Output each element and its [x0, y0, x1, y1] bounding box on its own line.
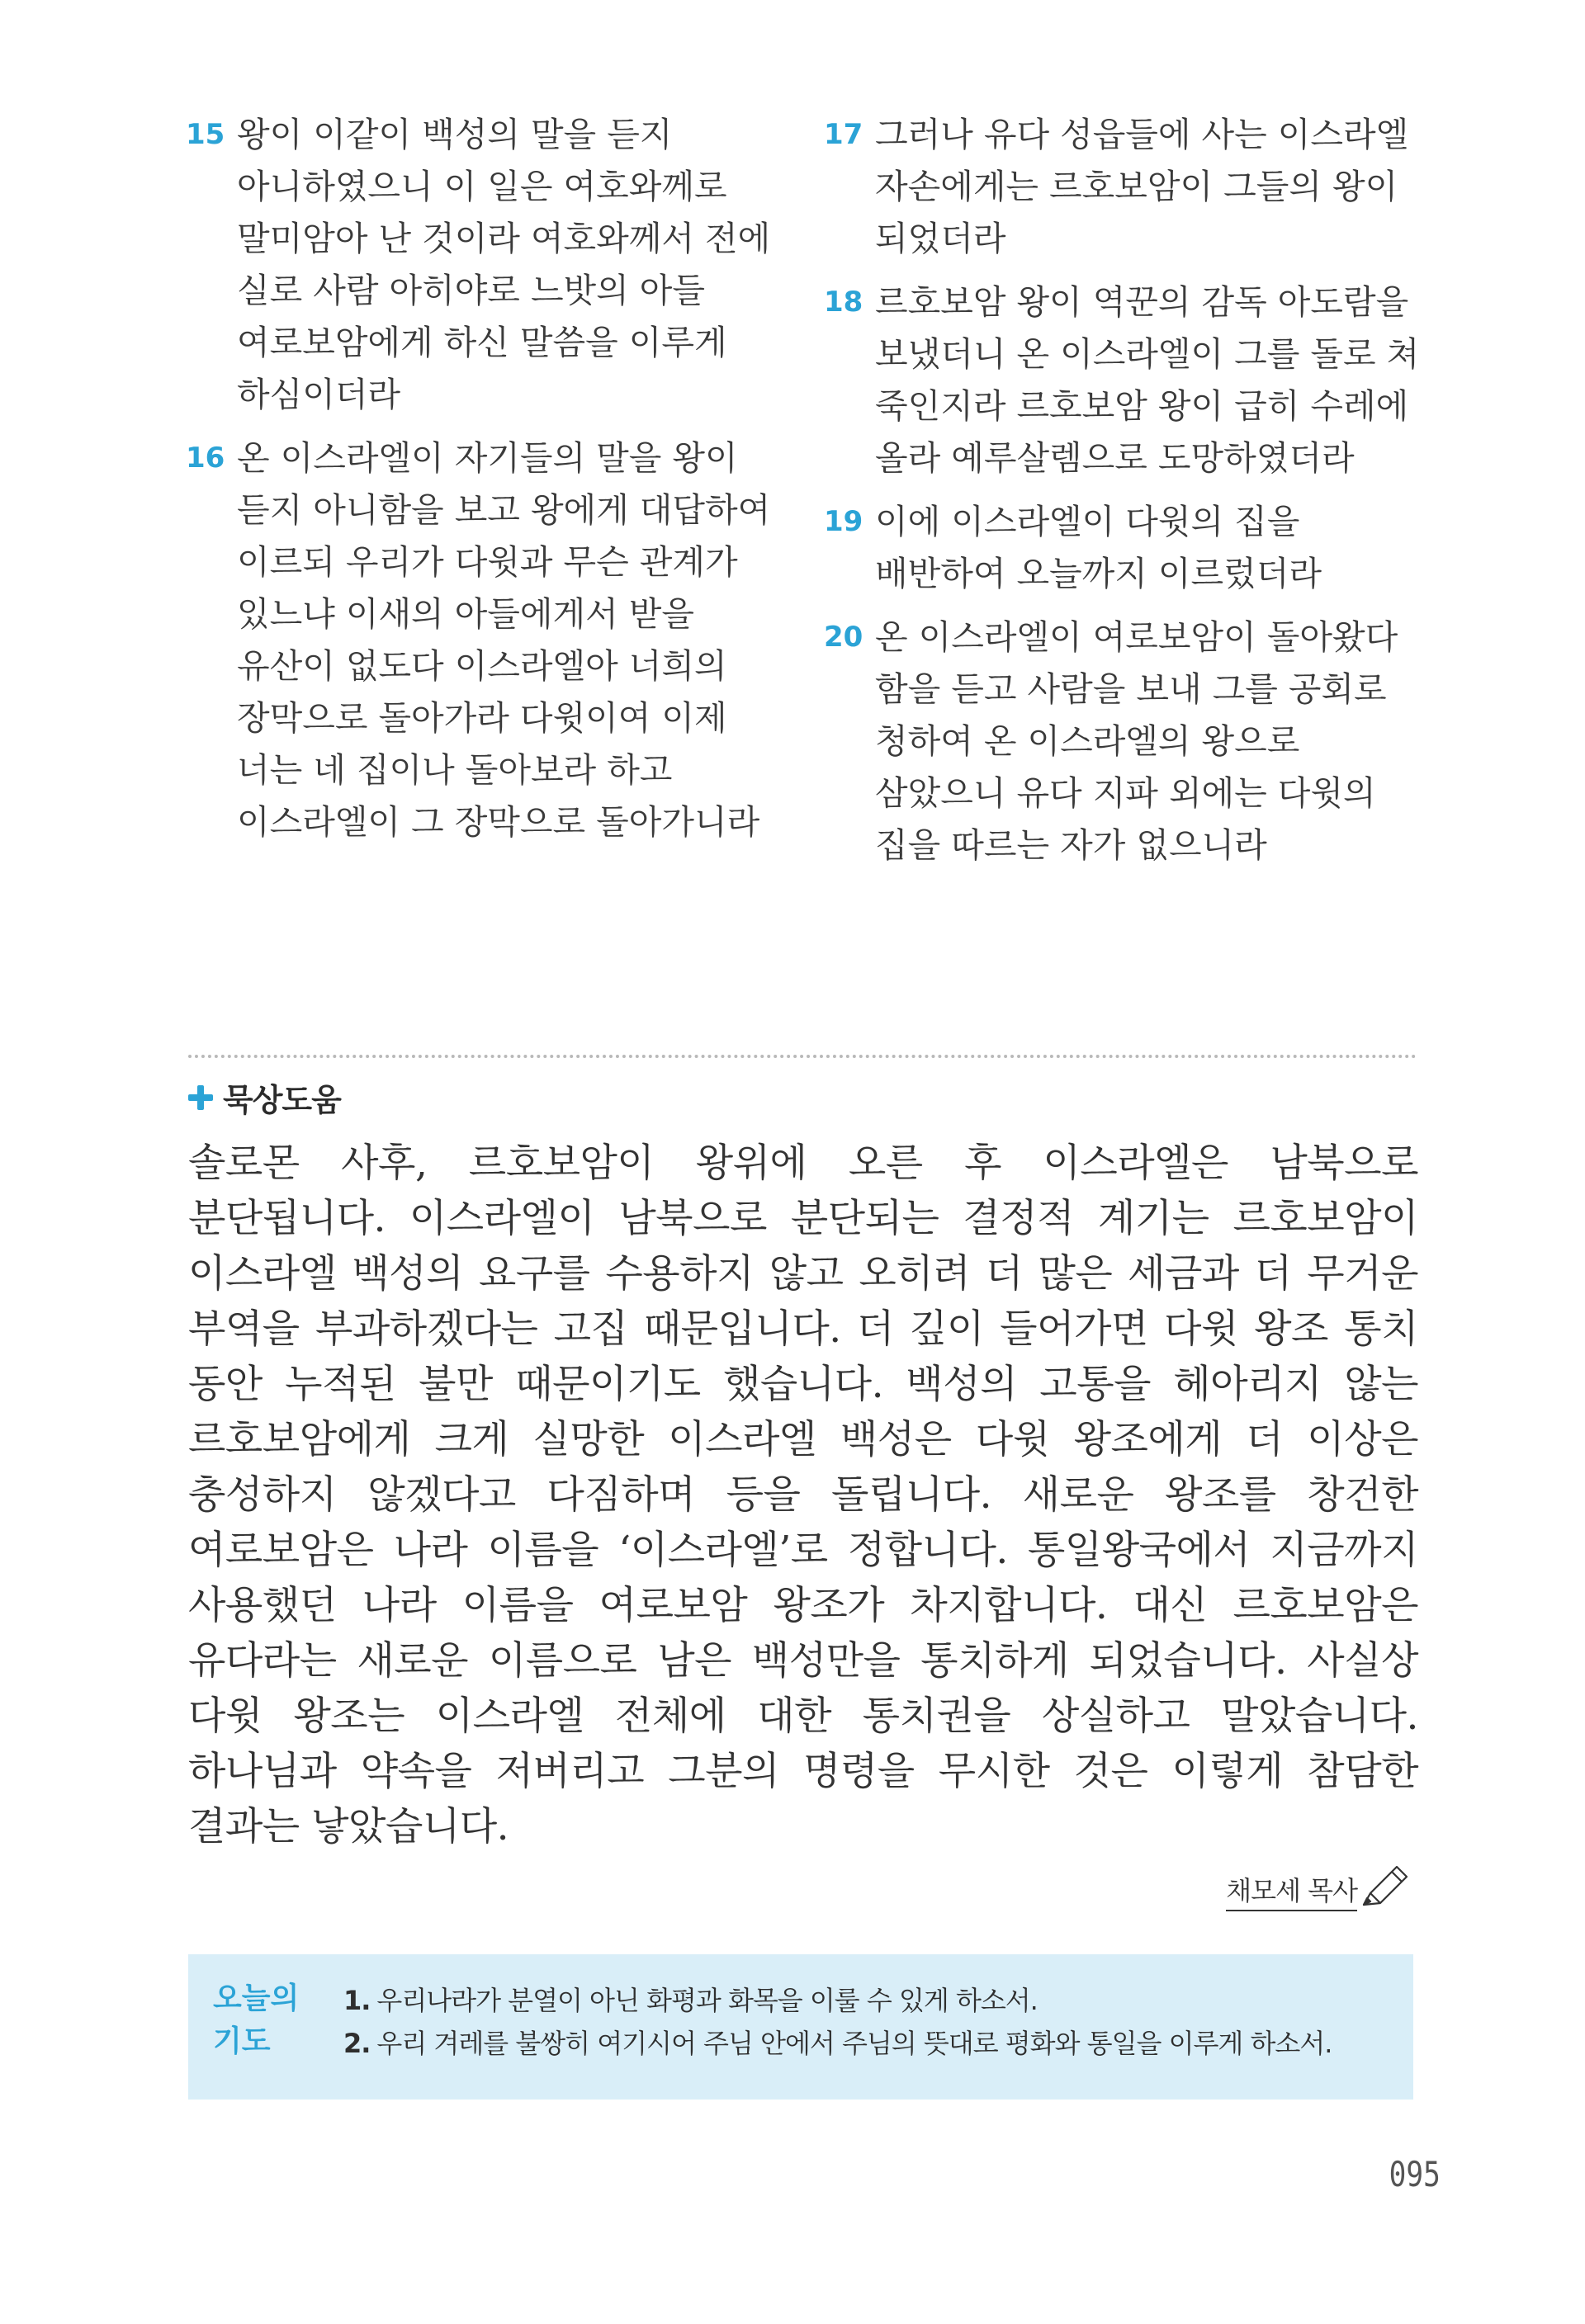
plus-icon	[188, 1085, 213, 1110]
verse-text: 이에 이스라엘이 다윗의 집을 배반하여 오늘까지 이르렀더라	[875, 502, 1322, 593]
verse-number: 17	[824, 118, 863, 151]
pencil-icon	[1359, 1862, 1412, 1911]
verse-text: 르호보암 왕이 역꾼의 감독 아도람을 보냈더니 온 이스라엘이 그를 돌로 쳐 죽인지라 르호보암 왕이 급히 수레에 올라 예루살렘으로 도망하였더라	[875, 282, 1420, 478]
prayer-item-number: 1.	[343, 1985, 371, 2016]
prayer-box	[188, 1954, 1413, 2100]
prayer-item	[343, 1979, 1332, 2022]
meditation-body: 솔로몬 사후, 르호보암이 왕위에 오른 후 이스라엘은 남북으로 분단됩니다. 이스라엘이 남북으로 분단되는 결정적 계기는 르호보암이 이스라엘 백성의 요구를 수용하지 않고 오히려 더 많은 세금과 더 무거운 부역을 부과하겠다는 고집 때문입니다. 더 깊이 들어가면 다윗 왕조 통치 동안 누적된 불만 때문이기도 했습니다. 백성의 고통을 헤아리지 않는 르호보암에게 크게 실망한 이스라엘 백성은 다윗 왕조에게 더 이상은 충성하지 않겠다고 다짐하며 등을 돌립니다. 새로운 왕조를 창건한 여로보암은 나라 이름을 ‘이스라엘’로 정합니다. 통일왕국에서 지금까지 사용했던 나라 이름을 여로보암 왕조가 차지합니다. 대신 르호보암은 유다라는 새로운 이름으로 남은 백성만을 통치하게 되었습니다. 사실상 다윗 왕조는 이스라엘 전체에 대한 통치권을 상실하고 말았습니다. 하나님과 약속을 저버리고 그분의 명령을 무시한 것은 이렇게 참담한 결과는 낳았습니다.	[188, 1141, 1418, 1849]
verse-16	[186, 432, 788, 848]
verse-15	[186, 109, 788, 421]
prayer-label: 오늘의 기도	[213, 1982, 300, 2058]
author-signature	[1226, 1862, 1412, 1911]
verse-number: 15	[186, 118, 225, 151]
verse-text: 온 이스라엘이 자기들의 말을 왕이 듣지 아니함을 보고 왕에게 대답하여 이르되 우리가 다윗과 무슨 관계가 있느냐 이새의 아들에게서 받을 유산이 없도다 이스라엘아 너희의 장막으로 돌아가라 다윗이여 이제 너는 네 집이나 돌아보라 하고 이스라엘이 그 장막으로 돌아가니라	[237, 438, 771, 842]
verse-number: 20	[824, 621, 863, 654]
verse-number: 18	[824, 286, 863, 319]
verse-17	[824, 109, 1426, 265]
verse-number: 16	[186, 442, 225, 475]
section-divider	[188, 1055, 1417, 1058]
verse-text: 그러나 유다 성읍들에 사는 이스라엘 자손에게는 르호보암이 그들의 왕이 되었더라	[875, 115, 1409, 258]
prayer-list	[343, 1979, 1332, 2065]
meditation-header	[188, 1075, 341, 1120]
verse-19	[824, 496, 1426, 600]
verse-18	[824, 276, 1426, 484]
verse-20	[824, 612, 1426, 872]
verse-column-left	[186, 109, 788, 860]
verse-column-right	[824, 109, 1426, 883]
meditation-title: 묵상도움	[223, 1082, 341, 1118]
prayer-item-text: 우리 겨레를 불쌍히 여기시어 주님 안에서 주님의 뜻대로 평화와 통일을 이루게 하소서.	[376, 2028, 1332, 2059]
verse-text: 왕이 이같이 백성의 말을 듣지 아니하였으니 이 일은 여호와께로 말미암아 난 것이라 여호와께서 전에 실로 사람 아히야로 느밧의 아들 여로보암에게 하신 말씀을 이루게 하심이더라	[237, 115, 771, 414]
verse-text: 온 이스라엘이 여로보암이 돌아왔다 함을 듣고 사람을 보내 그를 공회로 청하여 온 이스라엘의 왕으로 삼았으니 유다 지파 외에는 다윗의 집을 따르는 자가 없으니라	[875, 617, 1398, 865]
author-name: 채모세 목사	[1226, 1870, 1357, 1911]
verse-number: 19	[824, 505, 863, 538]
prayer-item-number: 2.	[343, 2028, 371, 2059]
prayer-item-text: 우리나라가 분열이 아닌 화평과 화목을 이룰 수 있게 하소서.	[376, 1985, 1038, 2016]
prayer-item	[343, 2022, 1332, 2065]
page-number: 095	[1389, 2154, 1441, 2194]
